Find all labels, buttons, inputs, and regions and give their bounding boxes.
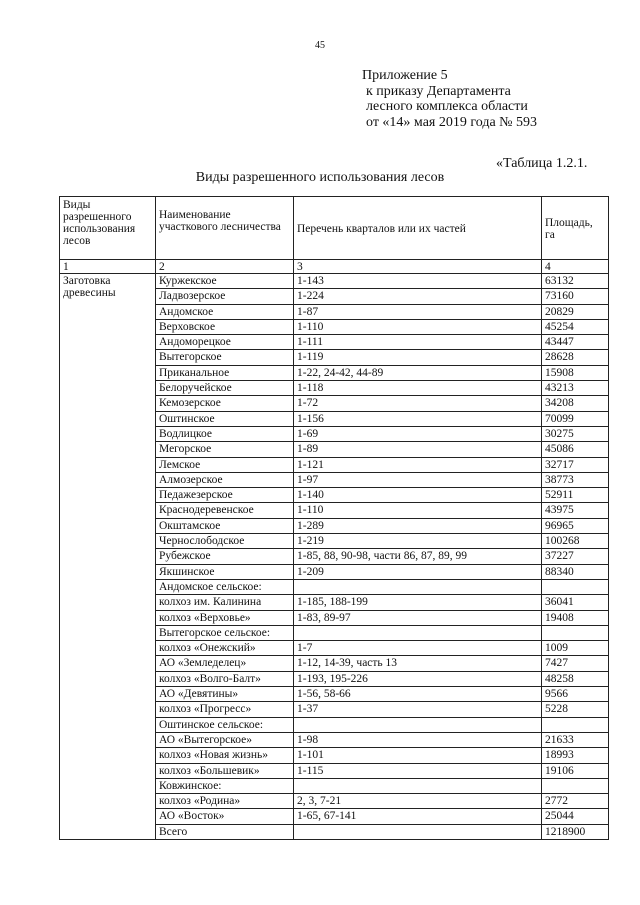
quarters-cell: 1-224 bbox=[294, 289, 542, 304]
area-cell: 1009 bbox=[542, 641, 609, 656]
header-area: Площадь, га bbox=[542, 197, 609, 260]
area-cell: 73160 bbox=[542, 289, 609, 304]
quarters-cell: 1-89 bbox=[294, 442, 542, 457]
forestry-name-cell: Приканальное bbox=[156, 365, 294, 380]
quarters-cell: 1-97 bbox=[294, 472, 542, 487]
column-number-row bbox=[60, 260, 609, 274]
area-cell: 45254 bbox=[542, 319, 609, 334]
area-cell: 2772 bbox=[542, 794, 609, 809]
header-row bbox=[60, 197, 609, 260]
forestry-name-cell: АО «Земледелец» bbox=[156, 656, 294, 671]
quarters-cell: 1-193, 195-226 bbox=[294, 671, 542, 686]
forestry-name-cell: колхоз «Большевик» bbox=[156, 763, 294, 778]
quarters-cell bbox=[294, 625, 542, 640]
area-cell: 7427 bbox=[542, 656, 609, 671]
forestry-name-cell: Лемское bbox=[156, 457, 294, 472]
area-cell: 32717 bbox=[542, 457, 609, 472]
quarters-cell: 1-69 bbox=[294, 426, 542, 441]
use-type-cell: Заготовка древесины bbox=[60, 274, 156, 840]
forestry-name-cell: Оштинское сельское: bbox=[156, 717, 294, 732]
forest-use-table bbox=[59, 196, 609, 840]
area-cell bbox=[542, 717, 609, 732]
quarters-cell: 1-37 bbox=[294, 702, 542, 717]
area-cell: 96965 bbox=[542, 518, 609, 533]
forestry-name-cell: Вытегорское bbox=[156, 350, 294, 365]
forestry-name-cell: колхоз им. Калинина bbox=[156, 595, 294, 610]
quarters-cell: 1-219 bbox=[294, 534, 542, 549]
area-cell: 37227 bbox=[542, 549, 609, 564]
appendix-line-2: к приказу Департамента bbox=[366, 83, 511, 99]
area-cell bbox=[542, 625, 609, 640]
quarters-cell: 1-209 bbox=[294, 564, 542, 579]
forestry-name-cell: Краснодеревенское bbox=[156, 503, 294, 518]
appendix-line-4: от «14» мая 2019 года № 593 bbox=[366, 114, 538, 130]
forestry-name-cell: Водлицкое bbox=[156, 426, 294, 441]
area-cell: 63132 bbox=[542, 274, 609, 289]
forestry-name-cell: Андомское bbox=[156, 304, 294, 319]
appendix-line-1: Приложение 5 bbox=[362, 68, 448, 83]
forestry-name-cell: Андомское сельское: bbox=[156, 579, 294, 594]
quarters-cell: 1-121 bbox=[294, 457, 542, 472]
forestry-name-cell: колхоз «Новая жизнь» bbox=[156, 748, 294, 763]
forestry-name-cell: Мегорское bbox=[156, 442, 294, 457]
quarters-cell: 1-83, 89-97 bbox=[294, 610, 542, 625]
forestry-name-cell: Кемозерское bbox=[156, 396, 294, 411]
quarters-cell: 1-143 bbox=[294, 274, 542, 289]
forestry-name-cell: АО «Девятины» bbox=[156, 687, 294, 702]
quarters-cell: 1-22, 24-42, 44-89 bbox=[294, 365, 542, 380]
forestry-name-cell: колхоз «Верховье» bbox=[156, 610, 294, 625]
quarters-cell: 1-118 bbox=[294, 381, 542, 396]
quarters-cell: 1-87 bbox=[294, 304, 542, 319]
forestry-name-cell: АО «Вытегорское» bbox=[156, 732, 294, 747]
quarters-cell: 1-72 bbox=[294, 396, 542, 411]
quarters-cell bbox=[294, 824, 542, 839]
quarters-cell: 2, 3, 7-21 bbox=[294, 794, 542, 809]
forestry-name-cell: АО «Восток» bbox=[156, 809, 294, 824]
area-cell: 19106 bbox=[542, 763, 609, 778]
table-reference: «Таблица 1.2.1. bbox=[496, 156, 588, 171]
area-cell: 15908 bbox=[542, 365, 609, 380]
page-number: 45 bbox=[315, 40, 325, 51]
table-title: Виды разрешенного использования лесов bbox=[195, 170, 445, 185]
area-cell: 1218900 bbox=[542, 824, 609, 839]
quarters-cell: 1-110 bbox=[294, 503, 542, 518]
area-cell: 20829 bbox=[542, 304, 609, 319]
quarters-cell bbox=[294, 579, 542, 594]
forestry-name-cell: Оштинское bbox=[156, 411, 294, 426]
area-cell: 100268 bbox=[542, 534, 609, 549]
area-cell: 38773 bbox=[542, 472, 609, 487]
area-cell: 19408 bbox=[542, 610, 609, 625]
quarters-cell: 1-115 bbox=[294, 763, 542, 778]
quarters-cell: 1-85, 88, 90-98, части 86, 87, 89, 99 bbox=[294, 549, 542, 564]
quarters-cell bbox=[294, 778, 542, 793]
area-cell: 43213 bbox=[542, 381, 609, 396]
quarters-cell: 1-111 bbox=[294, 335, 542, 350]
quarters-cell: 1-7 bbox=[294, 641, 542, 656]
forestry-name-cell: Ковжинское: bbox=[156, 778, 294, 793]
forestry-name-cell: Куржекское bbox=[156, 274, 294, 289]
area-cell: 45086 bbox=[542, 442, 609, 457]
quarters-cell: 1-185, 188-199 bbox=[294, 595, 542, 610]
column-number: 2 bbox=[156, 260, 294, 274]
forestry-name-cell: Педажезерское bbox=[156, 488, 294, 503]
forestry-name-cell: Всего bbox=[156, 824, 294, 839]
quarters-cell bbox=[294, 717, 542, 732]
table-row bbox=[60, 274, 609, 289]
quarters-cell: 1-101 bbox=[294, 748, 542, 763]
forestry-name-cell: Якшинское bbox=[156, 564, 294, 579]
quarters-cell: 1-98 bbox=[294, 732, 542, 747]
area-cell: 30275 bbox=[542, 426, 609, 441]
column-number: 4 bbox=[542, 260, 609, 274]
area-cell: 28628 bbox=[542, 350, 609, 365]
forestry-name-cell: Андоморецкое bbox=[156, 335, 294, 350]
area-cell: 9566 bbox=[542, 687, 609, 702]
area-cell bbox=[542, 579, 609, 594]
quarters-cell: 1-65, 67-141 bbox=[294, 809, 542, 824]
area-cell: 25044 bbox=[542, 809, 609, 824]
forestry-name-cell: Ладвозерское bbox=[156, 289, 294, 304]
area-cell: 18993 bbox=[542, 748, 609, 763]
area-cell: 43975 bbox=[542, 503, 609, 518]
forestry-name-cell: колхоз «Волго-Балт» bbox=[156, 671, 294, 686]
quarters-cell: 1-56, 58-66 bbox=[294, 687, 542, 702]
forestry-name-cell: колхоз «Родина» bbox=[156, 794, 294, 809]
quarters-cell: 1-289 bbox=[294, 518, 542, 533]
area-cell: 34208 bbox=[542, 396, 609, 411]
quarters-cell: 1-119 bbox=[294, 350, 542, 365]
header-forestry-name: Наименование участкового лесничества bbox=[156, 197, 294, 260]
area-cell: 36041 bbox=[542, 595, 609, 610]
quarters-cell: 1-156 bbox=[294, 411, 542, 426]
area-cell: 48258 bbox=[542, 671, 609, 686]
appendix-line-3: лесного комплекса области bbox=[366, 99, 528, 114]
forestry-name-cell: Черносл​ободское bbox=[156, 534, 294, 549]
forestry-name-cell: Рубежское bbox=[156, 549, 294, 564]
area-cell bbox=[542, 778, 609, 793]
forestry-name-cell: Алмозерское bbox=[156, 472, 294, 487]
header-use-type: Виды разрешенного использования лесов bbox=[60, 197, 156, 260]
area-cell: 52911 bbox=[542, 488, 609, 503]
quarters-cell: 1-110 bbox=[294, 319, 542, 334]
appendix-header bbox=[362, 68, 537, 130]
column-number: 1 bbox=[60, 260, 156, 274]
area-cell: 5228 bbox=[542, 702, 609, 717]
forestry-name-cell: Верховское bbox=[156, 319, 294, 334]
quarters-cell: 1-12, 14-39, часть 13 bbox=[294, 656, 542, 671]
forestry-name-cell: колхоз «Онежский» bbox=[156, 641, 294, 656]
area-cell: 43447 bbox=[542, 335, 609, 350]
area-cell: 21633 bbox=[542, 732, 609, 747]
header-quarters: Перечень кварталов или их частей bbox=[294, 197, 542, 260]
column-number: 3 bbox=[294, 260, 542, 274]
forestry-name-cell: колхоз «Прогресс» bbox=[156, 702, 294, 717]
area-cell: 70099 bbox=[542, 411, 609, 426]
forestry-name-cell: Вытегорское сельское: bbox=[156, 625, 294, 640]
area-cell: 88340 bbox=[542, 564, 609, 579]
forestry-name-cell: Окштамское bbox=[156, 518, 294, 533]
forestry-name-cell: Белоручейское bbox=[156, 381, 294, 396]
quarters-cell: 1-140 bbox=[294, 488, 542, 503]
